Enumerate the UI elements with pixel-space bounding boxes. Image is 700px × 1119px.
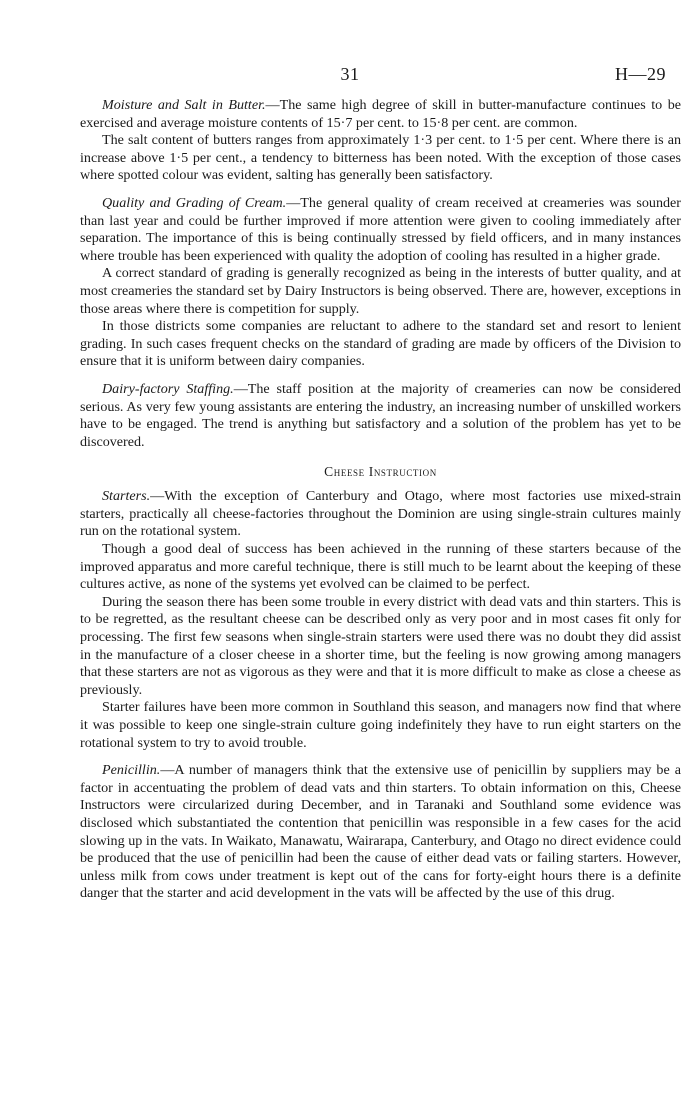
document-code: H—29 xyxy=(615,64,666,84)
document-body xyxy=(80,97,681,903)
section-title-cheese-instruction: Cheese Instruction xyxy=(324,464,437,480)
paragraph-text: —A number of managers think that the extensive use of penicillin by suppliers may be a factor in accentuating the problem of dead vats and thin starters. To obtain information on this, Cheese Instructors were circularized during December, and in Taranaki and Southland some evidence was disclosed which substantiated the contention that penicillin was responsible in a few cases for the acid slowing up in the vats. In Waikato, Manawatu, Wairarapa, Canterbury, and Otago no direct evidence could be produced that the use of penicillin had been the cause of either dead vats or failing starters. However, unless milk from cows under treatment is kept out of the cans for forty-eight hours there is a definite danger that the starter and acid development in the vats will be affected by the use of this drug. xyxy=(80,762,681,902)
paragraph-moisture-salt xyxy=(80,97,681,132)
paragraph-dead-vats: During the season there has been some trouble in every district with dead vats and thin starters. This is to be regretted, as the resultant cheese can be described only as very poor and in most cases fit only for processing. The first few seasons when single-strain starters were used there was no doubt they did assist in the manufacture of a closer cheese in a shorter time, but the feeling is now growing among managers that these starters are not as vigorous as they were and that it is more difficult to make as close a cheese as previously. xyxy=(80,593,681,698)
paragraph-grading-standard: A correct standard of grading is generally recognized as being in the interests of butter quality, and at most creameries the standard set by Dairy Instructors is being observed. There are, however, exceptions in those areas where there is competition for supply. xyxy=(80,265,681,317)
paragraph-text: —The staff position at the majority of creameries can now be considered serious. As very few young assistants are entering the industry, an increasing number of unskilled workers have to be engaged. The trend is anything but satisfactory and a solution of the problem has yet to be discovered. xyxy=(80,380,681,450)
paragraph-penicillin xyxy=(80,762,681,903)
run-in-heading: Dairy-factory Staffing. xyxy=(102,380,234,397)
paragraph-salt-content: The salt content of butters ranges from approximately 1·3 per cent. to 1·5 per cent. Where there is an increase above 1·5 per cent., a tendency to bitterness has been noted. With the exception of those cases where spotted colour was evident, salting has generally been satisfactory. xyxy=(80,132,681,184)
paragraph-text: —The same high degree of skill in butter-manufacture continues to be exercised and average moisture contents of 15·7 per cent. to 15·8 per cent. are common. xyxy=(80,97,681,131)
paragraph-starters xyxy=(80,488,681,541)
run-in-heading: Starters. xyxy=(102,488,151,505)
run-in-heading: Penicillin. xyxy=(102,762,161,779)
run-in-heading: Quality and Grading of Cream. xyxy=(102,194,287,211)
paragraph-quality-grading xyxy=(80,195,681,265)
paragraph-text: —With the exception of Canterbury and Otago, where most factories use mixed-strain starters, practically all cheese-factories throughout the Dominion are using single-strain cultures mainly run on the rotational system. xyxy=(80,488,681,540)
run-in-heading: Moisture and Salt in Butter. xyxy=(102,97,266,113)
paragraph-lenient-grading: In those districts some companies are reluctant to adhere to the standard set and resort to lenient grading. In such cases frequent checks on the standard of grading are made by officers of the Division to ensure that it is uniform between dairy companies. xyxy=(80,318,681,370)
paragraph-text: —The general quality of cream received at creameries was sounder than last year and could be further improved if more attention were given to cooling immediately after separation. The importance of this is being continually stressed by field officers, and in many instances where trouble has been experienced with quality the adoption of cooling has resulted in a higher grade. xyxy=(80,194,681,264)
paragraph-southland-failures: Starter failures have been more common in Southland this season, and managers now find that where it was possible to keep one single-strain culture going indefinitely they have to run eight starters on the rotational system to try to avoid trouble. xyxy=(80,699,681,751)
paragraph-starters-success: Though a good deal of success has been achieved in the running of these starters because of the improved apparatus and more careful technique, there is still much to be learnt about the keeping of these cultures active, as none of the systems yet evolved can be claimed to be perfect. xyxy=(80,541,681,593)
page-number: 31 xyxy=(340,64,360,84)
paragraph-staffing xyxy=(80,381,681,451)
